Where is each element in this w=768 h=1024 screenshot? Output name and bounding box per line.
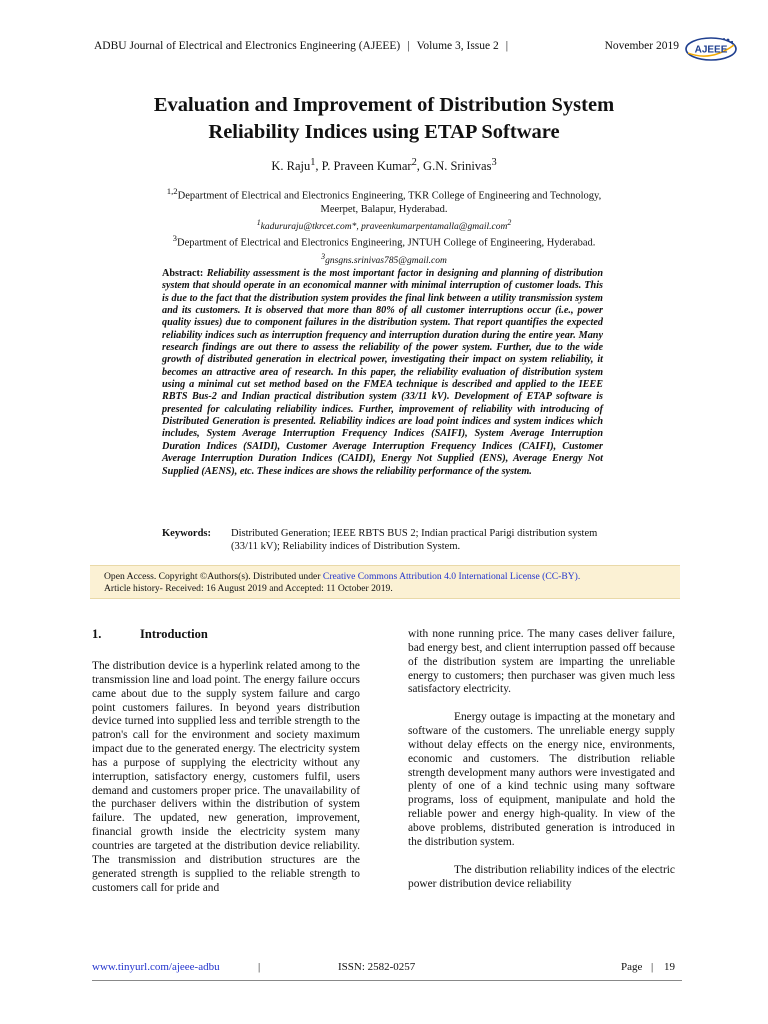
email-sup: 2 — [507, 217, 512, 227]
journal-name: ADBU Journal of Electrical and Electronics Engineering (AJEEE) — [94, 40, 401, 52]
affiliation-1 — [110, 185, 658, 234]
footer-separator: | — [258, 961, 261, 973]
ajeee-logo — [684, 36, 738, 62]
keywords-label: Keywords: — [162, 528, 211, 539]
keywords-text: Distributed Generation; IEEE RBTS BUS 2; Indian practical Parigi distribution system (33/11 kV); Reliability indices of Distribution System. — [231, 528, 598, 552]
article-history: Article history- Received: 16 August 2019 and Accepted: 11 October 2019. — [104, 582, 393, 594]
logo-text: AJEEE — [694, 44, 728, 56]
open-access-box — [90, 565, 680, 599]
author-name: P. Praveen Kumar — [321, 159, 412, 174]
page-number: 19 — [664, 961, 675, 973]
email-line-1 — [256, 217, 512, 232]
author-sup: 2 — [411, 157, 417, 168]
license-prefix: Open Access. Copyright ©Authors(s). Distributed under — [104, 571, 323, 582]
author-sup: 1 — [310, 157, 316, 168]
title-line-1: Evaluation and Improvement of Distribution System — [153, 94, 615, 116]
author-sup: 3 — [491, 157, 497, 168]
right-column — [408, 628, 675, 891]
affil-text: Meerpet, Balapur, Hyderabad. — [320, 203, 448, 215]
email-address[interactable]: kadururaju@tkrcet.com*, praveenkumarpentamalla@gmail.com — [260, 221, 508, 232]
email-address[interactable]: gnsgns.srinivas785@gmail.com — [325, 255, 447, 266]
affil-text: Department of Electrical and Electronics Engineering, JNTUH College of Engineering, Hyderabad. — [176, 237, 596, 249]
abstract-text: Reliability assessment is the most important factor in designing and planning of distribution system that should operate in an economical manner with minimal interruption of customer loads. This is due to the fact that the distribution system provides the final link between a utility transmission system and its customers. It is observed that more than 80% of all customer interruptions occur (i.e., power quality issues) due to component failures in the distribution system. That report quantifies the expected reliability indices such as interruption frequency and interruption duration during the entire year. Many research findings are out there to assess the reliability of the power system. Further, due to the wide growth of distributed generation in electrical power, investigating their impact on system reliability, it becomes an attractive area of research. In this paper, the reliability evaluation of distribution system using a minimal cut set method based on the FMEA technique is described and applied to the IEEE RBTS Bus-2 and Indian practical distribution system (33/11 kV). Development of ETAP software is presented for calculating reliability indices. Further, improvement of reliability with introducing of Distributed Generation is presented. Reliability indices are load point indices and system indices which includes, System Average Interruption Frequency Indices (SAIFI), System Average Interruption Duration Indices (SAIDI), Customer Average Interruption Frequency Indices (CAIFI), Customer Average Interruption Duration Indices (CAIDI), Energy Not Supplied (ENS), Average Energy Not Supplied (AENS), etc. These indices are shows the reliability performance of the system. — [162, 268, 603, 477]
journal-url-link[interactable]: www.tinyurl.com/ajeee-adbu — [92, 961, 220, 973]
email-line-3 — [321, 251, 447, 266]
open-access-text — [104, 571, 580, 594]
affil-text: Department of Electrical and Electronics Engineering, TKR College of Engineering and Technology, — [177, 190, 602, 202]
body-paragraph: The distribution reliability indices of the electric power distribution device reliability — [408, 863, 675, 890]
body-paragraph: with none running price. The many cases deliver failure, bad energy best, and client interruption passed off because of the distribution system are imparting the unreliable energy to customers; then purchaser was given much less satisfactory electricity. — [408, 628, 675, 696]
author-separator: , — [416, 159, 424, 174]
title-line-2: Reliability Indices using ETAP Software — [208, 121, 560, 143]
email-sup: 1 — [256, 217, 261, 227]
license-link[interactable]: Creative Commons Attribution 4.0 International License (CC-BY). — [322, 571, 581, 582]
running-header — [94, 40, 679, 52]
abstract — [162, 268, 603, 478]
abstract-label: Abstract: — [162, 268, 204, 279]
issue-date: November 2019 — [604, 40, 679, 52]
author-name: K. Raju — [271, 159, 311, 174]
affil-sup: 3 — [172, 233, 177, 243]
footer-rule — [92, 980, 682, 981]
body-paragraph: The distribution device is a hyperlink related among to the transmission line and load point. The energy failure occurs came about due to the supply system failure and cargo point customers failures. In beyond years distribution device turned into supplied less and terrible strength to the patron's call for the environment and society maximum impact due to the generated energy. The electricity system has a purpose of supplying the electricity without any interruption, satisfactory energy, customers fulfil, users demand and customers proper price. The unavailability of the purchaser delivers within the distribution of system failure. The updated, new generation, improvement, financial growth inside the electricity system many countries are targeted at the distribution device reliability. The transmission and distribution structures are the generated strength is supplied to the reliable strength to customers call for pride and — [92, 660, 360, 894]
email-sup: 3 — [321, 251, 326, 261]
author-name: G.N. Srinivas — [423, 159, 492, 174]
volume-issue: Volume 3, Issue 2 — [416, 40, 499, 52]
header-separator: | — [407, 40, 410, 52]
keywords — [162, 527, 603, 553]
affil-sup: 1,2 — [166, 186, 178, 196]
section-heading — [92, 628, 360, 648]
section-number: 1. — [92, 627, 102, 641]
author-list — [60, 157, 708, 174]
paper-title — [60, 92, 708, 146]
body-paragraph: Energy outage is impacting at the monetary and software of the customers. The unreliable energy supply without delay effects on the energy nice, environments, economic and customers. The distribution reliable strength development many authors were investigated and plenty of one of a kind technic using many software programs, loss of equipment, manipulate and hold the reliable power and energy high-quality. In view of the above problems, distributed generation is introduced in the distribution system. — [408, 711, 675, 848]
footer-separator: | — [651, 961, 654, 973]
section-title: Introduction — [140, 627, 208, 641]
author-separator: , — [315, 159, 322, 174]
header-separator: | — [505, 40, 509, 52]
page-label: Page — [621, 961, 643, 973]
affiliation-3 — [110, 232, 658, 268]
left-column — [92, 628, 360, 895]
issn: ISSN: 2582-0257 — [338, 961, 416, 973]
